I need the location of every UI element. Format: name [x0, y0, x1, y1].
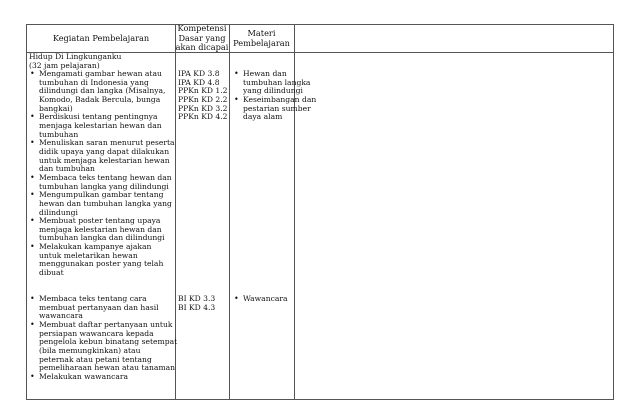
activity-item: • Membuat daftar pertanyaan untuk persiapan wawancara kepada pengelola kebun binatang setempat (bila memungkinkan) atau peternak atau petani tentang pemeliharaan hewan atau tanaman	[28, 321, 177, 373]
header-kegiatan	[27, 25, 175, 52]
kd-list-1	[178, 70, 227, 122]
activity-item: • Membaca teks tentang cara membuat pertanyaan dan hasil wawancara	[28, 295, 177, 321]
activity-list-2	[28, 295, 177, 382]
kd-item: IPA KD 4.8	[178, 77, 220, 87]
kd-item: IPA KD 3.8	[178, 69, 220, 78]
header-kegiatan-label: Kegiatan Pembelajaran	[52, 32, 150, 43]
materi-list-1	[232, 70, 316, 122]
section-title: Hidup Di Lingkunganku	[29, 52, 122, 61]
section-duration: (32 jam pelajaran)	[29, 61, 100, 70]
kd-item: PPKn KD 4.2	[178, 112, 228, 122]
header-materi	[229, 25, 294, 52]
materi-item: • Keseimbangan dan pestarian sumber daya alam	[232, 96, 316, 122]
header-kompetensi	[175, 25, 229, 52]
kd-item: BI KD 4.3	[178, 302, 216, 312]
header-kompetensi-line: akan dicapai	[175, 42, 229, 53]
materi-item: • Wawancara	[232, 295, 288, 304]
activity-item: • Membaca teks tentang hewan dan tumbuhan langka yang dilindungi	[28, 174, 175, 191]
materi-item: • Hewan dan tumbuhan langka yang dilindungi	[232, 70, 316, 96]
kd-item: PPKn KD 1.2	[178, 86, 228, 96]
header-kompetensi-line: Kompetensi	[177, 23, 227, 34]
activity-item: • Mengumpulkan gambar tentang hewan dan tumbuhan langka yang dilindungi	[28, 191, 175, 217]
kd-item: PPKn KD 3.2	[178, 103, 228, 113]
activity-item: • Berdiskusi tentang pentingnya menjaga kelestarian hewan dan tumbuhan	[28, 113, 175, 139]
kd-item: BI KD 3.3	[178, 294, 216, 303]
activity-list-1	[28, 70, 175, 278]
lesson-plan-table	[26, 24, 614, 400]
header-kompetensi-line: Dasar yang	[178, 32, 226, 43]
column-divider	[229, 25, 230, 399]
kd-item: PPKn KD 2.2	[178, 94, 228, 104]
activity-item: • Melakukan kampanye ajakan untuk meletarikan hewan menggunakan poster yang telah dibuat	[28, 243, 175, 278]
activity-item: • Mengamati gambar hewan atau tumbuhan di Indonesia yang dilindungi dan langka (Misalnya, Komodo, Badak Bercula, bunga bangkai)	[28, 70, 175, 113]
header-materi-label: Materi Pembelajaran	[233, 28, 290, 48]
activity-item: • Membuat poster tentang upaya menjaga kelestarian hewan dan tumbuhan langka dan dilindungi	[28, 217, 175, 243]
kd-list-2	[178, 295, 215, 312]
activity-item: • Melakukan wawancara	[28, 373, 177, 382]
materi-list-2	[232, 295, 288, 304]
activity-item: • Menuliskan saran menurut peserta didik upaya yang dapat dilakukan untuk menjaga kelestarian hewan dan tumbuhan	[28, 139, 175, 174]
